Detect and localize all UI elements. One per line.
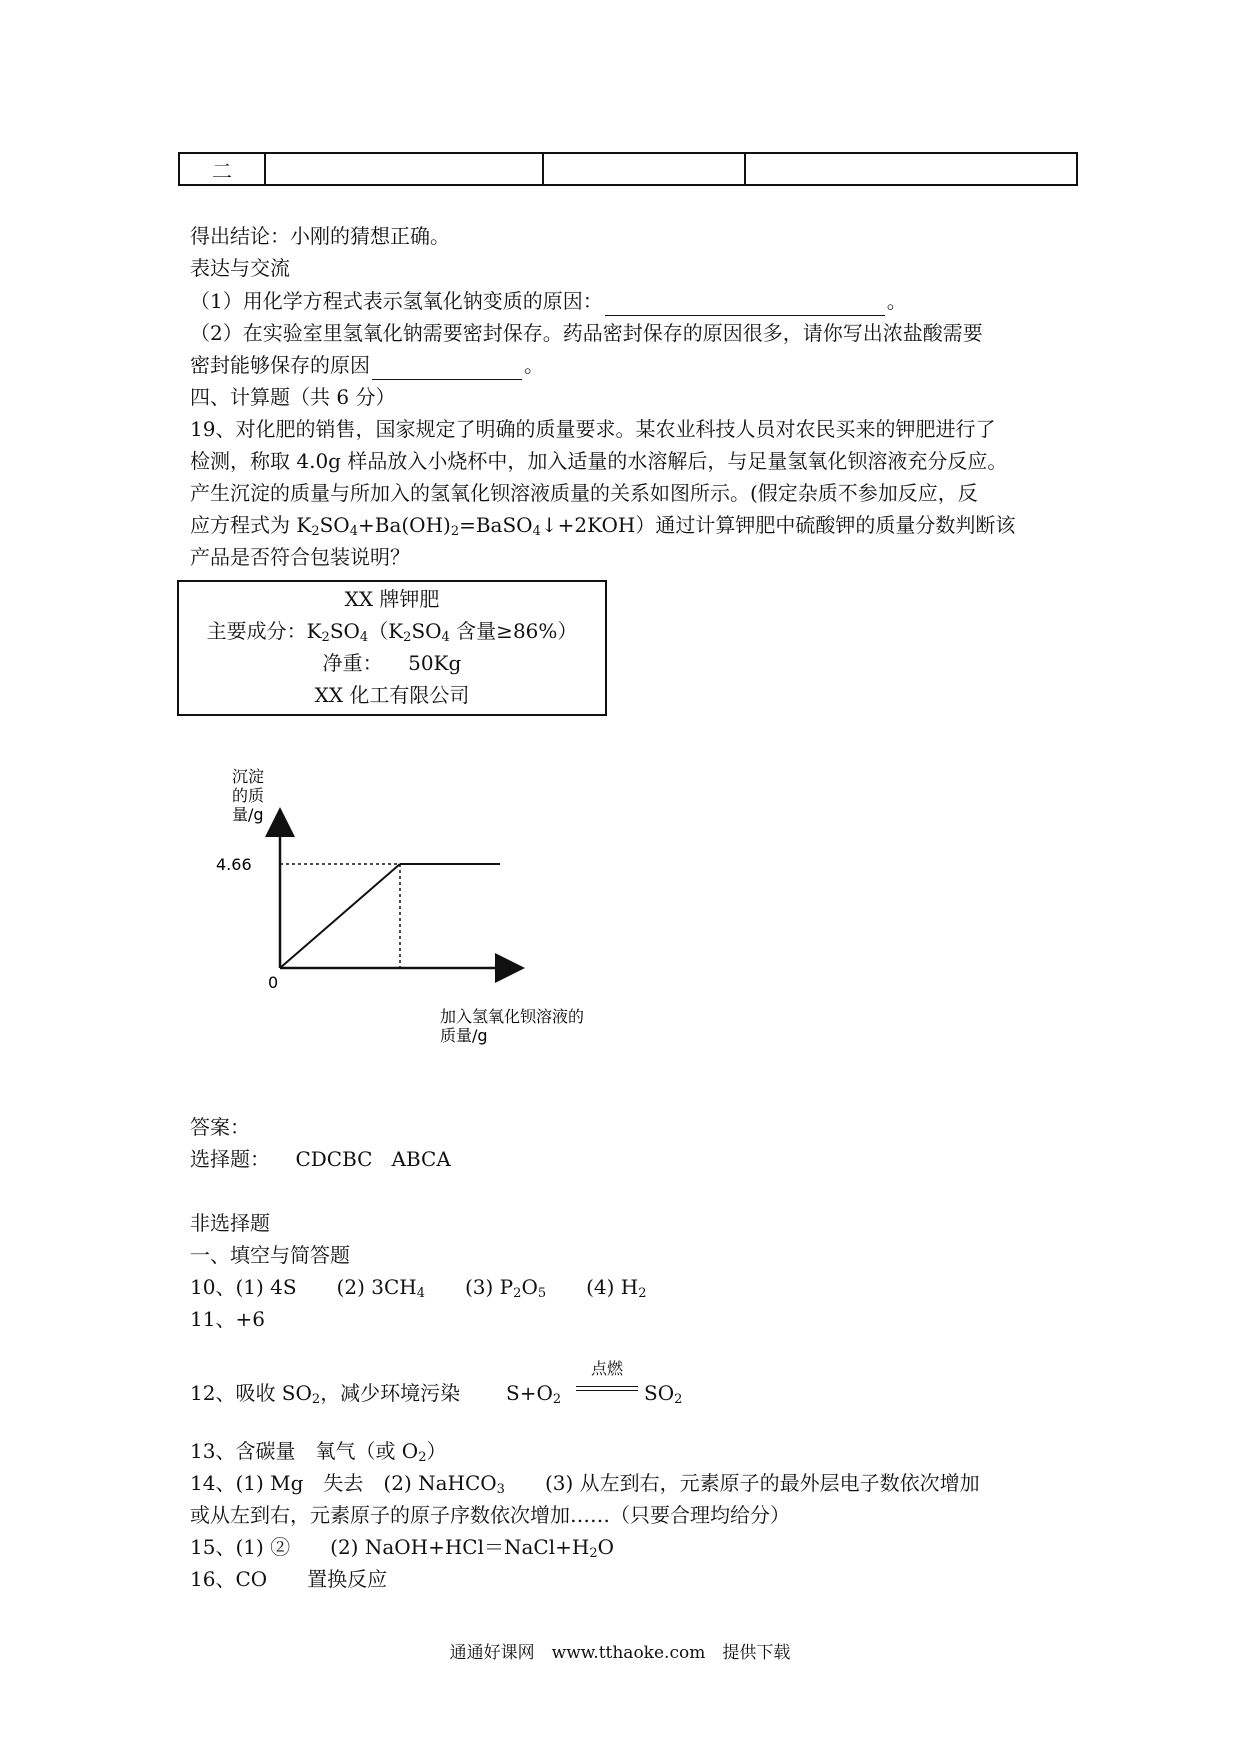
label-text: 含量≥86%） — [449, 619, 578, 643]
q19-line-5: 产品是否符合包装说明？ — [190, 545, 410, 569]
eq-sub: 2 — [552, 1392, 562, 1407]
q19-eq-sub: 2 — [450, 524, 460, 539]
q19-eq-sub: 2 — [311, 524, 320, 539]
ans-text: ） — [426, 1439, 447, 1463]
reaction-condition: 点燃 — [590, 1359, 623, 1378]
result-table-row — [178, 152, 1078, 186]
label-sub: 2 — [321, 630, 330, 645]
q19-line-1: 19、对化肥的销售，国家规定了明确的质量要求。某农业科技人员对农民买来的钾肥进行了 — [190, 417, 996, 441]
question-2-line-1: （2）在实验室里氢氧化钠需要密封保存。药品密封保存的原因很多，请你写出浓盐酸需要 — [190, 321, 983, 345]
y-label-line-1: 沉淀 — [232, 767, 265, 786]
ans-text: (3) P — [425, 1275, 514, 1299]
label-weight-value: 50Kg — [408, 651, 462, 675]
y-label-line-2: 的质 — [232, 786, 265, 805]
answer-blank-1[interactable] — [605, 293, 885, 316]
question-2-line-2 — [190, 350, 544, 380]
q19-line-3: 产生沉淀的质量与所加入的氢氧化钡溶液质量的关系如图所示。(假定杂质不参加反应，反 — [190, 481, 978, 505]
label-sub: 4 — [359, 630, 369, 645]
question-2-end: 。 — [524, 353, 544, 377]
ans-sub: 5 — [537, 1286, 547, 1301]
ans-sub: 3 — [496, 1482, 505, 1497]
label-text: SO — [329, 619, 360, 643]
ans-sub: 2 — [589, 1546, 598, 1561]
choice-answers-b: ABCA — [391, 1147, 451, 1171]
ans-sub: 2 — [638, 1286, 647, 1301]
calc-heading: 四、计算题（共 6 分） — [190, 385, 396, 409]
nonchoice-heading: 非选择题 — [190, 1211, 270, 1235]
y-value-label: 4.66 — [216, 855, 252, 874]
label-sub: 4 — [441, 630, 450, 645]
ans-text: (3) 从左到右，元素原子的最外层电子数依次增加 — [504, 1471, 980, 1495]
ans-sub: 2 — [418, 1450, 427, 1465]
ans-sub: 4 — [416, 1286, 425, 1301]
q19-line-2: 检测，称取 4.0g 样品放入小烧杯中，加入适量的水溶解后，与足量氢氧化钡溶液充分反应。 — [190, 449, 1008, 473]
table-cell-empty-2 — [543, 153, 745, 185]
ans-sub: 2 — [513, 1286, 522, 1301]
precipitate-rising-line — [280, 864, 400, 968]
table-row-label: 二 — [179, 153, 265, 185]
label-net-weight — [179, 648, 605, 678]
ans-text: 15、(1) ② (2) NaOH+HCl＝NaCl+H — [190, 1535, 590, 1559]
x-label-line-1: 加入氢氧化钡溶液的 — [440, 1007, 585, 1026]
label-brand: XX 牌钾肥 — [344, 587, 440, 611]
answer-12-equation-right — [644, 1378, 682, 1415]
conclusion-text: 得出结论：小刚的猜想正确。 — [190, 224, 450, 248]
answer-12-equation-left — [506, 1378, 561, 1415]
precipitate-graph — [216, 760, 640, 1060]
y-label-line-3: 量/g — [232, 805, 264, 824]
equation-double-line — [576, 1386, 638, 1391]
x-label-line-2: 质量/g — [440, 1026, 488, 1045]
ans-text: 14、(1) Mg 失去 (2) NaHCO — [190, 1471, 497, 1495]
answer-16: 16、CO 置换反应 — [190, 1567, 388, 1591]
answer-blank-2[interactable] — [372, 357, 522, 380]
answers-title: 答案： — [190, 1115, 250, 1139]
answers-choice — [190, 1144, 451, 1174]
answer-14-line-2: 或从左到右，元素原子的原子序数依次增加……（只要合理均给分） — [190, 1503, 790, 1527]
ans-text: 12、吸收 SO — [190, 1381, 312, 1405]
eq-sub: 2 — [674, 1392, 683, 1407]
label-text: SO — [411, 619, 442, 643]
answer-12 — [190, 1378, 460, 1415]
ans-text: (4) H — [546, 1275, 639, 1299]
label-text: 主要成分：K — [206, 619, 322, 643]
q19-eq-sub: 4 — [532, 524, 541, 539]
question-1-text: （1）用化学方程式表示氢氧化钠变质的原因： — [190, 289, 603, 313]
question-1 — [190, 286, 907, 316]
ans-text: 10、(1) 4S (2) 3CH — [190, 1275, 417, 1299]
label-weight-label: 净重： — [322, 651, 383, 675]
eq-left: S+O — [506, 1381, 553, 1405]
answer-11: 11、+6 — [190, 1307, 265, 1331]
section-heading: 表达与交流 — [190, 256, 290, 280]
ans-text: O — [521, 1275, 538, 1299]
q19-eq-part: SO — [319, 513, 350, 537]
q19-eq-part: =BaSO — [459, 513, 533, 537]
ans-sub: 2 — [311, 1392, 321, 1407]
fertilizer-label-box — [177, 580, 607, 716]
ans-text: ，减少环境污染 — [320, 1381, 461, 1405]
q19-eq-sub: 4 — [349, 524, 358, 539]
choice-answers-a: CDCBC — [295, 1147, 373, 1171]
table-cell-empty-1 — [265, 153, 543, 185]
label-sub: 2 — [403, 630, 412, 645]
label-text: （K — [368, 619, 404, 643]
q19-eq-part: 应方程式为 K — [190, 513, 312, 537]
table-cell-empty-3 — [745, 153, 1077, 185]
q19-eq-part: +Ba(OH) — [357, 513, 451, 537]
question-2-text: 密封能够保存的原因 — [190, 353, 370, 377]
label-company: XX 化工有限公司 — [314, 683, 470, 707]
part1-heading: 一、填空与简答题 — [190, 1243, 350, 1267]
choice-label: 选择题： — [190, 1147, 270, 1171]
origin-label: 0 — [268, 973, 279, 992]
question-1-end: 。 — [886, 289, 907, 313]
ans-text: 13、含碳量 氧气（或 O — [190, 1439, 419, 1463]
q19-eq-part: ↓+2KOH）通过计算钾肥中硫酸钾的质量分数判断该 — [540, 513, 1016, 537]
eq-right: SO — [644, 1381, 675, 1405]
page-footer: 通通好课网 www.tthaoke.com 提供下载 — [449, 1643, 791, 1663]
ans-text: O — [597, 1535, 614, 1559]
